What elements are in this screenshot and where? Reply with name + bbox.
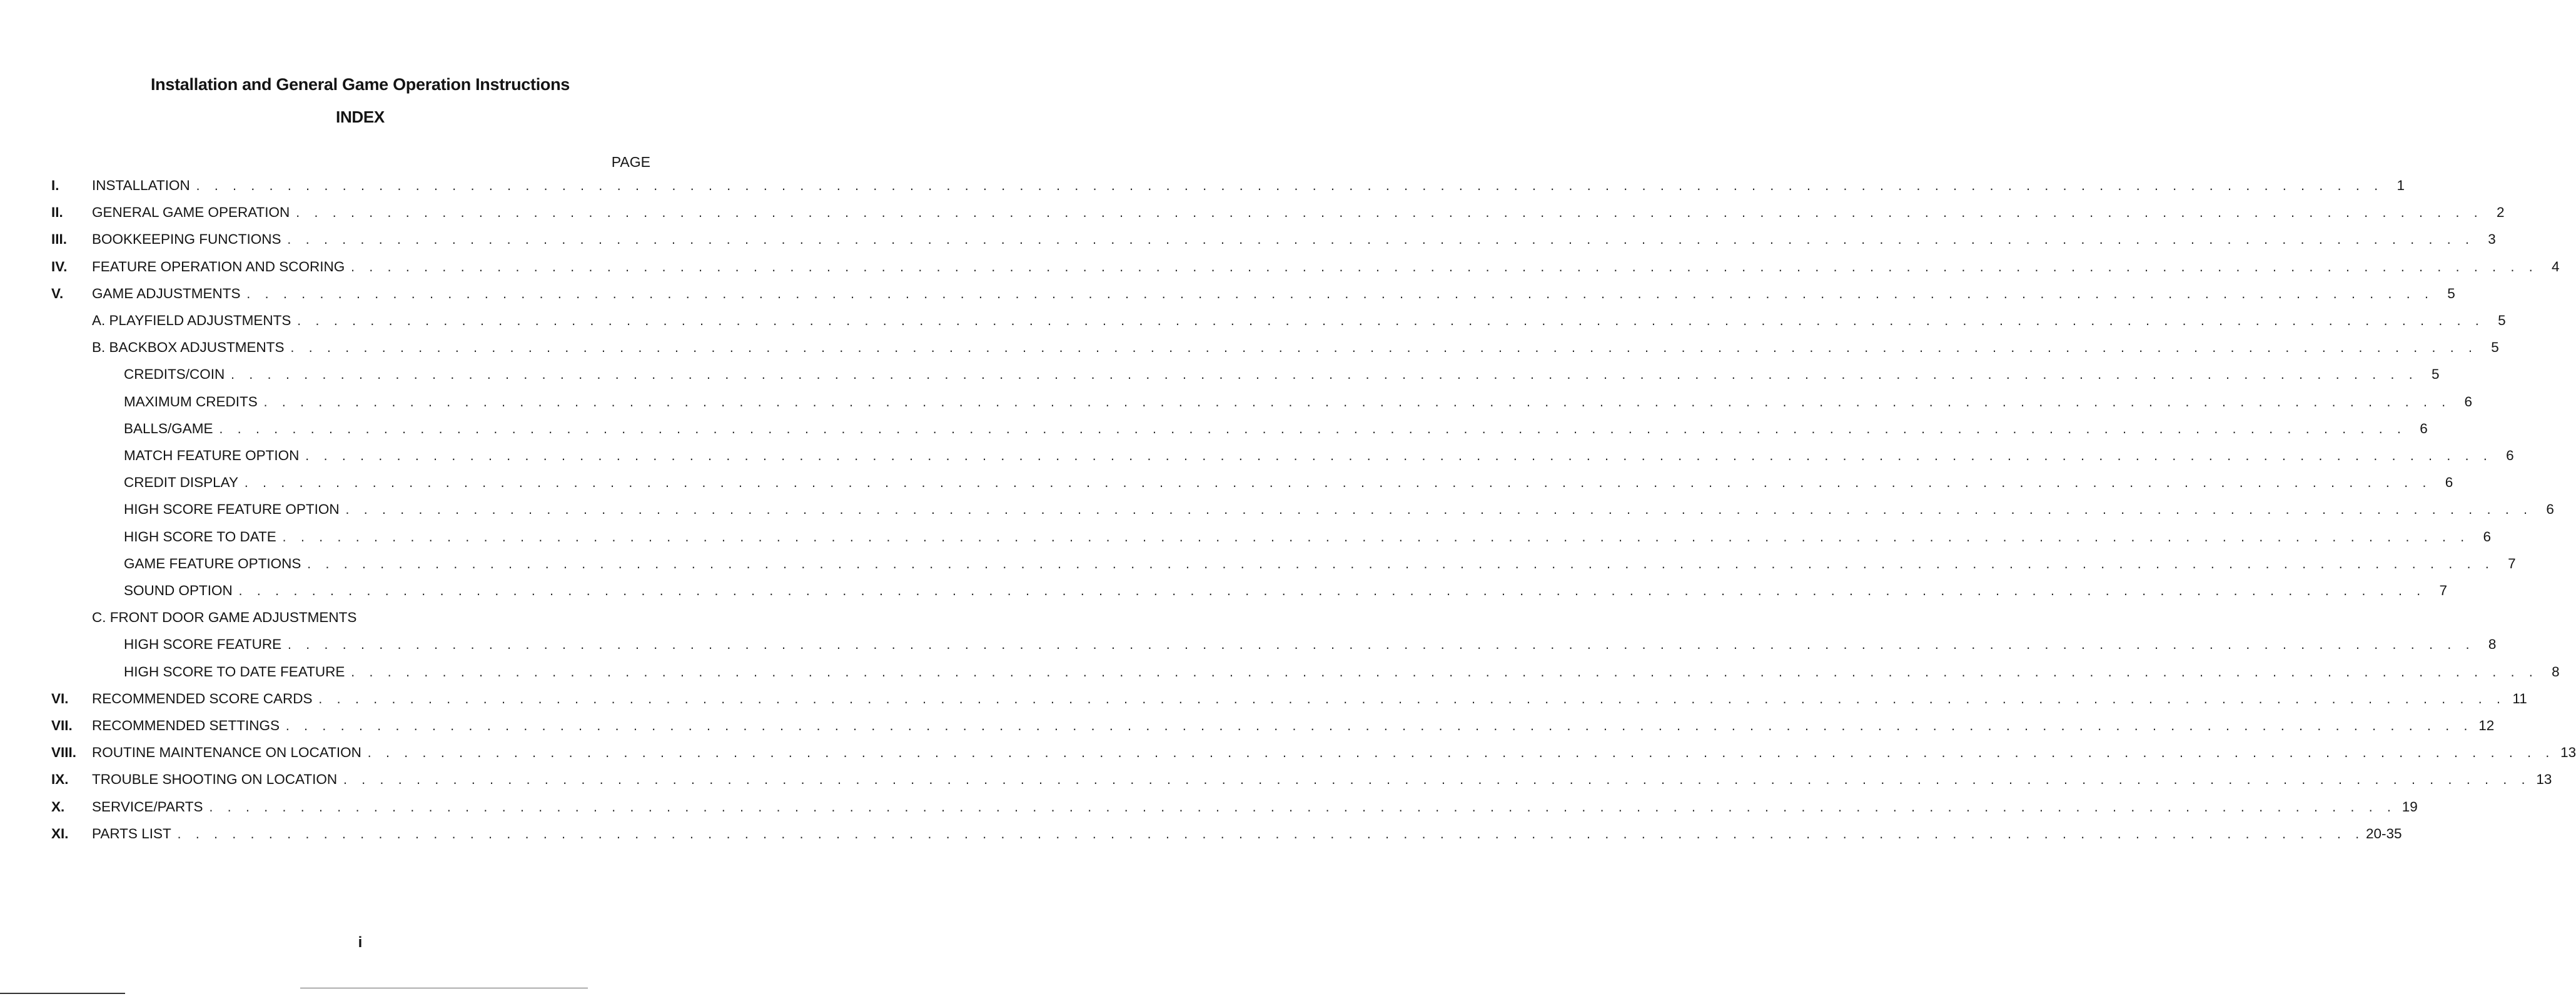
toc-page-number: 7	[2439, 583, 2448, 598]
toc-entry-line	[124, 581, 2448, 602]
toc-section-number: VIII.	[51, 745, 77, 760]
toc-page-number: 6	[2445, 474, 2453, 490]
toc-entry-line	[92, 229, 2496, 251]
toc-row	[0, 770, 2552, 790]
toc-entry-line	[124, 635, 2497, 656]
page-number: i	[358, 934, 363, 951]
toc-page-number: 12	[2478, 718, 2495, 733]
toc-row	[0, 554, 2516, 574]
toc-entry-line	[124, 392, 2472, 413]
toc-section-number: VII.	[51, 718, 73, 733]
toc-section-number: V.	[51, 286, 64, 301]
toc-section-number: II.	[51, 204, 63, 220]
toc-entry-line	[92, 176, 2405, 197]
toc-dot-leader: . . . . . . . . . . . . . . . . . . . . . . . . . . . . . . . . . . . . . . . . . . . . . . . . . . . . . . . . . . . . . . . . . . . . . . . . . . . . . . . . . . . . . . . . . . . . . . . . . . . . . . . . . . . . . . . . . . . . . . . .	[208, 802, 2395, 814]
toc-entry-label: HIGH SCORE FEATURE	[124, 636, 282, 652]
toc-entry-label: PARTS LIST	[92, 826, 171, 841]
toc-row	[0, 581, 2448, 601]
toc-dot-leader: . . . . . . . . . . . . . . . . . . . . . . . . . . . . . . . . . . . . . . . . . . . . . . . . . . . . . . . . . . . . . . . . . . . . . . . . . . . . . . . . . . . . . . . . . . . . . . . . . . . . . . . . . . . . . . . . . . . . . . . .	[245, 289, 2433, 301]
toc-page-number: 4	[2551, 259, 2560, 274]
toc-entry-label: HIGH SCORE TO DATE FEATURE	[124, 664, 345, 680]
toc-entry-label: RECOMMENDED SETTINGS	[92, 718, 280, 733]
toc-entry-line	[124, 446, 2514, 467]
toc-row	[0, 176, 2405, 196]
toc-page-number: 19	[2402, 799, 2418, 815]
toc-entry-line	[124, 473, 2453, 494]
toc-row	[0, 473, 2453, 493]
toc-page-number: 5	[2432, 366, 2440, 382]
toc-section-number: IX.	[51, 771, 69, 787]
toc-page-number: 6	[2546, 501, 2554, 517]
toc-page-number: 13	[2560, 745, 2576, 760]
toc-entry-label: BOOKKEEPING FUNCTIONS	[92, 231, 281, 247]
toc-entry-line	[92, 824, 2402, 845]
toc-page-number: 2	[2497, 204, 2505, 220]
toc-row	[0, 392, 2472, 412]
scan-edge-mark	[0, 993, 125, 994]
toc-row	[0, 229, 2496, 249]
toc-section-number: I.	[51, 178, 59, 193]
toc-row	[0, 608, 720, 628]
toc-entry-line	[92, 743, 2576, 764]
toc-entry-label: CREDIT DISPLAY	[124, 474, 238, 490]
toc-entry-line	[124, 662, 2560, 683]
toc-dot-leader: . . . . . . . . . . . . . . . . . . . . . . . . . . . . . . . . . . . . . . . . . . . . . . . . . . . . . . . . . . . . . . . . . . . . . . . . . . . . . . . . . . . . . . . . . . . . . . . . . . . . . . . . . . . . . . . . . . . . . . . .	[286, 234, 2473, 246]
toc-entry-label: MATCH FEATURE OPTION	[124, 448, 300, 463]
toc-dot-leader: . . . . . . . . . . . . . . . . . . . . . . . . . . . . . . . . . . . . . . . . . . . . . . . . . . . . . . . . . . . . . . . . . . . . . . . . . . . . . . . . . . . . . . . . . . . . . . . . . . . . . . . . . . . . . . . . . . . . . . . .	[176, 829, 2363, 841]
toc-entry-label: B. BACKBOX ADJUSTMENTS	[92, 339, 285, 355]
toc-dot-leader: . . . . . . . . . . . . . . . . . . . . . . . . . . . . . . . . . . . . . . . . . . . . . . . . . . . . . . . . . . . . . . . . . . . . . . . . . . . . . . . . . . . . . . . . . . . . . . . . . . . . . . . . . . . . . . . . . . . . . . . .	[304, 451, 2492, 463]
toc-entry-line	[124, 419, 2428, 440]
toc-dot-leader: . . . . . . . . . . . . . . . . . . . . . . . . . . . . . . . . . . . . . . . . . . . . . . . . . . . . . . . . . . . . . . . . . . . . . . . . . . . . . . . . . . . . . . . . . . . . . . . . . . . . . . . . . . . . . . . . . . . . . . . .	[262, 397, 2450, 409]
toc-row	[0, 364, 2440, 384]
toc-entry-line	[92, 797, 2418, 818]
toc-dot-leader: . . . . . . . . . . . . . . . . . . . . . . . . . . . . . . . . . . . . . . . . . . . . . . . . . . . . . . . . . . . . . . . . . . . . . . . . . . . . . . . . . . . . . . . . . . . . . . . . . . . . . . . . . . . . . . . . . . . . . . . .	[366, 748, 2554, 760]
toc-entry-line	[92, 338, 2499, 359]
toc-entry-line	[92, 716, 2495, 737]
toc-entry-line	[92, 203, 2505, 224]
toc-dot-leader: . . . . . . . . . . . . . . . . . . . . . . . . . . . . . . . . . . . . . . . . . . . . . . . . . . . . . . . . . . . . . . . . . . . . . . . . . . . . . . . . . . . . . . . . . . . . . . . . . . . . . . . . . . . . . . . . . . . . . . . .	[243, 478, 2431, 489]
toc-dot-leader: . . . . . . . . . . . . . . . . . . . . . . . . . . . . . . . . . . . . . . . . . . . . . . . . . . . . . . . . . . . . . . . . . . . . . . . . . . . . . . . . . . . . . . . . . . . . . . . . . . . . . . . . . . . . . . . . . . . . . . . .	[230, 369, 2417, 381]
toc-page-number: 11	[2512, 691, 2527, 706]
toc-row	[0, 662, 2560, 682]
toc-section-number: X.	[51, 799, 65, 815]
document-title: Installation and General Game Operation Instructions	[150, 75, 570, 94]
toc-entry-label: HIGH SCORE TO DATE	[124, 529, 276, 545]
toc-entry-label: C. FRONT DOOR GAME ADJUSTMENTS	[92, 610, 357, 625]
toc-dot-leader: . . . . . . . . . . . . . . . . . . . . . . . . . . . . . . . . . . . . . . . . . . . . . . . . . . . . . . . . . . . . . . . . . . . . . . . . . . . . . . . . . . . . . . . . . . . . . . . . . . . . . . . . . . . . . . . . . . . . . . . .	[350, 262, 2537, 274]
toc-section-number: XI.	[51, 826, 69, 841]
toc-page-number: 5	[2491, 339, 2499, 355]
toc-section-number: IV.	[51, 259, 68, 274]
toc-dot-leader: . . . . . . . . . . . . . . . . . . . . . . . . . . . . . . . . . . . . . . . . . . . . . . . . . . . . . . . . . . . . . . . . . . . . . . . . . . . . . . . . . . . . . . . . . . . . . . . . . . . . . . . . . . . . . . . . . . . . . . . .	[296, 316, 2483, 328]
toc-entry-line	[92, 257, 2560, 278]
toc-dot-leader: . . . . . . . . . . . . . . . . . . . . . . . . . . . . . . . . . . . . . . . . . . . . . . . . . . . . . . . . . . . . . . . . . . . . . . . . . . . . . . . . . . . . . . . . . . . . . . . . . . . . . . . . . . . . . . . . . . . . . . . .	[285, 721, 2472, 733]
toc-section-number: VI.	[51, 691, 69, 706]
toc-entry-line	[124, 554, 2516, 575]
toc-entry-line	[92, 689, 2527, 710]
toc-entry-line	[92, 608, 700, 628]
toc-entry-line	[92, 770, 2552, 791]
toc-page-number: 5	[2498, 313, 2506, 328]
toc-entry-label: HIGH SCORE FEATURE OPTION	[124, 501, 340, 517]
toc-row	[0, 446, 2514, 466]
toc-entry-label: SERVICE/PARTS	[92, 799, 203, 815]
toc-row	[0, 338, 2499, 358]
page-column-header: PAGE	[611, 154, 650, 170]
toc-entry-line	[124, 364, 2440, 386]
toc-page-number: 13	[2536, 771, 2552, 787]
toc-row	[0, 527, 2492, 547]
toc-row	[0, 635, 2497, 655]
toc-entry-label: ROUTINE MAINTENANCE ON LOCATION	[92, 745, 361, 760]
toc-row	[0, 203, 2505, 223]
toc-entry-line	[92, 311, 2506, 332]
toc-row	[0, 419, 2428, 439]
toc-dot-leader: . . . . . . . . . . . . . . . . . . . . . . . . . . . . . . . . . . . . . . . . . . . . . . . . . . . . . . . . . . . . . . . . . . . . . . . . . . . . . . . . . . . . . . . . . . . . . . . . . . . . . . . . . . . . . . . . . . . . . . . .	[237, 586, 2425, 598]
toc-page-number: 8	[2488, 636, 2497, 652]
toc-entry-label: MAXIMUM CREDITS	[124, 394, 258, 409]
toc-entry-label: GENERAL GAME OPERATION	[92, 204, 290, 220]
toc-dot-leader: . . . . . . . . . . . . . . . . . . . . . . . . . . . . . . . . . . . . . . . . . . . . . . . . . . . . . . . . . . . . . . . . . . . . . . . . . . . . . . . . . . . . . . . . . . . . . . . . . . . . . . . . . . . . . . . . . . . . . . . .	[194, 181, 2382, 193]
toc-row	[0, 500, 2554, 520]
toc-entry-label: A. PLAYFIELD ADJUSTMENTS	[92, 313, 291, 328]
toc-page-number: 3	[2488, 231, 2496, 247]
toc-dot-leader: . . . . . . . . . . . . . . . . . . . . . . . . . . . . . . . . . . . . . . . . . . . . . . . . . . . . . . . . . . . . . . . . . . . . . . . . . . . . . . . . . . . . . . . . . . . . . . . . . . . . . . . . . . . . . . . . . . . . . . . .	[306, 559, 2493, 571]
index-heading: INDEX	[336, 108, 385, 126]
toc-entry-label: BALLS/GAME	[124, 421, 213, 436]
toc-entry-label: TROUBLE SHOOTING ON LOCATION	[92, 771, 338, 787]
toc-row	[0, 284, 2455, 304]
toc-row	[0, 689, 2527, 709]
toc-row	[0, 743, 2576, 763]
toc-entry-label: GAME ADJUSTMENTS	[92, 286, 241, 301]
toc-row	[0, 257, 2560, 277]
toc-dot-leader: . . . . . . . . . . . . . . . . . . . . . . . . . . . . . . . . . . . . . . . . . . . . . . . . . . . . . . . . . . . . . . . . . . . . . . . . . . . . . . . . . . . . . . . . . . . . . . . . . . . . . . . . . . . . . . . . . . . . . . . .	[342, 775, 2530, 786]
toc-entry-line	[124, 500, 2554, 521]
toc-section-number: III.	[51, 231, 68, 247]
toc-page-number: 20-35	[2365, 826, 2402, 841]
toc-entry-line	[92, 284, 2455, 305]
toc-entry-label: SOUND OPTION	[124, 583, 233, 598]
toc-page-number: 6	[2420, 421, 2428, 436]
toc-entry-line	[124, 527, 2492, 548]
toc-dot-leader: . . . . . . . . . . . . . . . . . . . . . . . . . . . . . . . . . . . . . . . . . . . . . . . . . . . . . . . . . . . . . . . . . . . . . . . . . . . . . . . . . . . . . . . . . . . . . . . . . . . . . . . . . . . . . . . . . . . . . . . .	[317, 694, 2505, 706]
toc-entry-label: INSTALLATION	[92, 178, 190, 193]
toc-entry-label: GAME FEATURE OPTIONS	[124, 556, 301, 571]
toc-row	[0, 797, 2418, 817]
toc-page-number: 6	[2464, 394, 2472, 409]
toc-row	[0, 311, 2506, 331]
toc-page-number: 8	[2552, 664, 2560, 680]
toc-page-number: 6	[2483, 529, 2492, 545]
toc-dot-leader: . . . . . . . . . . . . . . . . . . . . . . . . . . . . . . . . . . . . . . . . . . . . . . . . . . . . . . . . . . . . . . . . . . . . . . . . . . . . . . . . . . . . . . . . . . . . . . . . . . . . . . . . . . . . . . . . . . . . . . . .	[281, 532, 2469, 544]
toc-dot-leader: . . . . . . . . . . . . . . . . . . . . . . . . . . . . . . . . . . . . . . . . . . . . . . . . . . . . . . . . . . . . . . . . . . . . . . . . . . . . . . . . . . . . . . . . . . . . . . . . . . . . . . . . . . . . . . . . . . . . . . . .	[344, 505, 2532, 516]
toc-dot-leader: . . . . . . . . . . . . . . . . . . . . . . . . . . . . . . . . . . . . . . . . . . . . . . . . . . . . . . . . . . . . . . . . . . . . . . . . . . . . . . . . . . . . . . . . . . . . . . . . . . . . . . . . . . . . . . . . . . . . . . . .	[218, 424, 2405, 436]
toc-entry-label: CREDITS/COIN	[124, 366, 225, 382]
toc-page-number: 5	[2447, 286, 2455, 301]
toc-dot-leader: . . . . . . . . . . . . . . . . . . . . . . . . . . . . . . . . . . . . . . . . . . . . . . . . . . . . . . . . . . . . . . . . . . . . . . . . . . . . . . . . . . . . . . . . . . . . . . . . . . . . . . . . . . . . . . . . . . . . . . . .	[286, 640, 2474, 651]
toc-dot-leader: . . . . . . . . . . . . . . . . . . . . . . . . . . . . . . . . . . . . . . . . . . . . . . . . . . . . . . . . . . . . . . . . . . . . . . . . . . . . . . . . . . . . . . . . . . . . . . . . . . . . . . . . . . . . . . . . . . . . . . . .	[295, 208, 2482, 219]
toc-page-number: 6	[2506, 448, 2514, 463]
toc-dot-leader: . . . . . . . . . . . . . . . . . . . . . . . . . . . . . . . . . . . . . . . . . . . . . . . . . . . . . . . . . . . . . . . . . . . . . . . . . . . . . . . . . . . . . . . . . . . . . . . . . . . . . . . . . . . . . . . . . . . . . . . .	[289, 343, 2477, 354]
toc-row	[0, 716, 2495, 736]
toc-entry-label: FEATURE OPERATION AND SCORING	[92, 259, 345, 274]
toc-entry-label: RECOMMENDED SCORE CARDS	[92, 691, 313, 706]
toc-dot-leader: . . . . . . . . . . . . . . . . . . . . . . . . . . . . . . . . . . . . . . . . . . . . . . . . . . . . . . . . . . . . . . . . . . . . . . . . . . . . . . . . . . . . . . . . . . . . . . . . . . . . . . . . . . . . . . . . . . . . . . . .	[350, 667, 2537, 679]
toc-page-number: 1	[2397, 178, 2405, 193]
toc-row	[0, 824, 2402, 844]
toc-page-number: 7	[2508, 556, 2516, 571]
